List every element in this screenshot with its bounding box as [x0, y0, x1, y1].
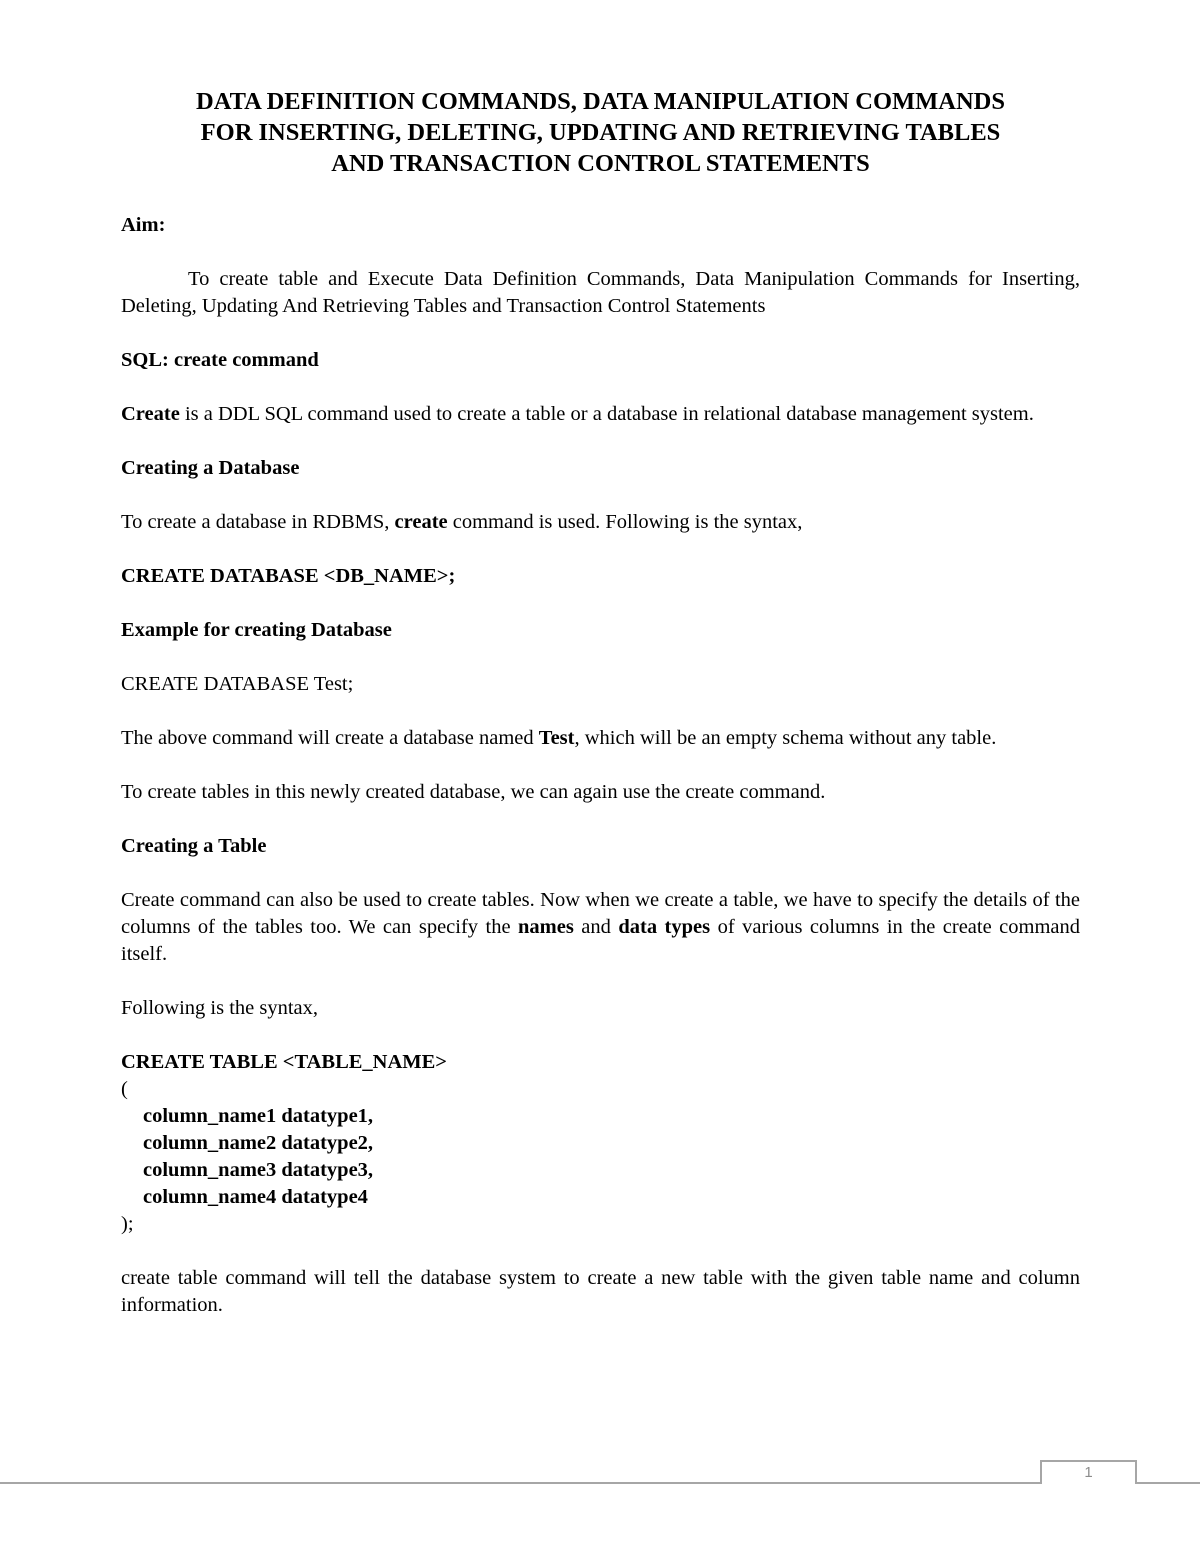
creating-table-heading: Creating a Table [121, 835, 267, 857]
title-line-2: FOR INSERTING, DELETING, UPDATING AND RETRIEVING TABLES [200, 119, 1001, 146]
create-keyword-inline: create [394, 511, 448, 533]
data-types-keyword: data types [618, 916, 711, 938]
column-line: column_name2 datatype2, [143, 1132, 374, 1154]
create-database-example: CREATE DATABASE Test; [121, 673, 354, 695]
title-line-3: AND TRANSACTION CONTROL STATEMENTS [331, 150, 870, 177]
footer-rule-left [0, 1482, 1040, 1484]
column-line: column_name3 datatype3, [143, 1159, 374, 1181]
sql-create-description-text: is a DDL SQL command used to create a table or a database in relational database management system. [179, 403, 1034, 425]
intro-text-a: To create a database in RDBMS, [121, 511, 395, 533]
column-line: column_name4 datatype4 [143, 1186, 368, 1208]
sql-create-heading: SQL: create command [121, 349, 319, 371]
column-line: column_name1 datatype1, [143, 1105, 374, 1127]
explain-text-b: , which will be an empty schema without any table. [574, 727, 997, 749]
create-keyword: Create [121, 403, 180, 425]
document-body [121, 86, 1080, 1319]
creating-database-intro [121, 509, 1080, 536]
names-keyword: names [518, 916, 574, 938]
example-heading: Example for creating Database [121, 619, 392, 641]
aim-text: To create table and Execute Data Definition Commands, Data Manipulation Commands for Inserting, Deleting, Updating And Retrieving Tables and Transaction Control Statements [121, 268, 1080, 317]
syntax-intro: Following is the syntax, [121, 997, 319, 1019]
table-desc-mid: and [573, 916, 619, 938]
footer-rule-right [1135, 1482, 1200, 1484]
intro-text-b: command is used. Following is the syntax, [447, 511, 803, 533]
create-database-explanation [121, 725, 1080, 752]
close-paren: ); [121, 1213, 134, 1235]
table-desc-a: Create command can also be used to create tables. Now when we create a table, we have to specify the details of the columns of the tables too. We can specify the [121, 889, 1080, 938]
sql-create-description [121, 401, 1080, 428]
creating-database-heading: Creating a Database [121, 457, 300, 479]
creating-table-description [121, 887, 1080, 968]
explain-text-a: The above command will create a database named [121, 727, 539, 749]
page-number: 1 [1040, 1460, 1137, 1484]
aim-heading: Aim: [121, 214, 166, 236]
title-line-1: DATA DEFINITION COMMANDS, DATA MANIPULATION COMMANDS [196, 88, 1005, 115]
create-database-syntax: CREATE DATABASE <DB_NAME>; [121, 565, 456, 587]
test-name: Test [538, 727, 575, 749]
create-table-syntax-line: CREATE TABLE <TABLE_NAME> [121, 1051, 447, 1073]
open-paren: ( [121, 1078, 128, 1100]
create-table-closing: create table command will tell the database system to create a new table with the given table name and column information. [121, 1267, 1080, 1316]
table-desc-b: of various columns in the create command itself. [121, 916, 1080, 965]
create-tables-followup: To create tables in this newly created database, we can again use the create command. [121, 781, 826, 803]
